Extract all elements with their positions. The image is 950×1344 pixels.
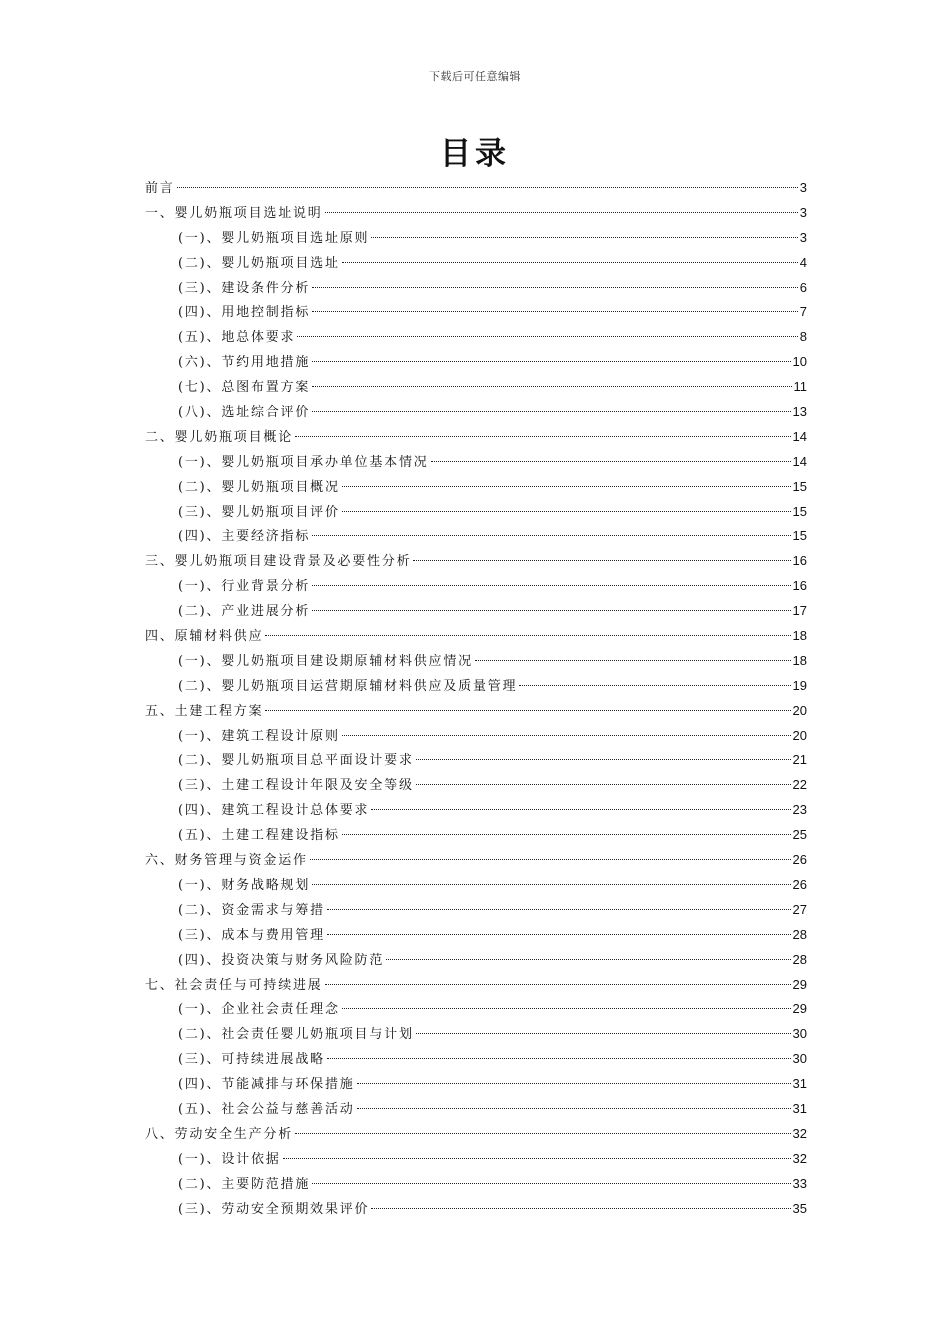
toc-chapter-entry[interactable] (145, 699, 807, 724)
toc-section-entry[interactable] (145, 475, 807, 500)
toc-section-entry[interactable] (145, 450, 807, 475)
toc-section-entry[interactable] (145, 948, 807, 973)
toc-entry-title: (一)、行业背景分析 (178, 579, 311, 595)
toc-dot-leader (312, 411, 790, 412)
header-note: 下载后可任意编辑 (429, 70, 521, 83)
toc-page-number: 16 (792, 578, 807, 594)
toc-page-number: 14 (792, 428, 807, 444)
toc-dot-leader (519, 685, 790, 686)
toc-dot-leader (416, 759, 791, 760)
toc-section-entry[interactable] (145, 1097, 807, 1122)
toc-page-number: 3 (799, 180, 807, 195)
toc-section-entry[interactable] (145, 724, 807, 749)
toc-dot-leader (342, 1008, 791, 1009)
toc-section-entry[interactable] (145, 350, 807, 375)
toc-entry-title: (四)、建筑工程设计总体要求 (178, 803, 370, 819)
toc-section-entry[interactable] (145, 1047, 807, 1072)
toc-dot-leader (357, 1108, 791, 1109)
toc-section-entry[interactable] (145, 823, 807, 848)
toc-section-entry[interactable] (145, 674, 807, 699)
toc-page-number: 10 (792, 354, 807, 370)
toc-section-entry[interactable] (145, 1147, 807, 1172)
toc-entry-title: (五)、地总体要求 (178, 330, 296, 346)
toc-entry-title: (四)、用地控制指标 (178, 305, 311, 321)
toc-entry-title: 七、社会责任与可持续进展 (145, 977, 323, 993)
toc-page-number: 18 (792, 652, 807, 668)
toc-entry-title: 前言 (145, 181, 175, 196)
table-of-contents (145, 176, 807, 1221)
toc-dot-leader (342, 486, 791, 487)
toc-page-number: 32 (792, 1125, 807, 1141)
toc-page-number: 13 (792, 404, 807, 420)
toc-dot-leader (312, 1183, 790, 1184)
toc-dot-leader (295, 1133, 791, 1134)
toc-dot-leader (312, 386, 791, 387)
toc-page-number: 30 (792, 1026, 807, 1042)
toc-entry-title: (四)、投资决策与财务风险防范 (178, 952, 385, 968)
toc-page-number: 20 (792, 702, 807, 718)
toc-page-number: 15 (792, 478, 807, 494)
toc-entry-title: (一)、企业社会责任理念 (178, 1002, 340, 1018)
toc-page-number: 29 (792, 1001, 807, 1017)
toc-dot-leader (371, 237, 797, 238)
toc-entry-title: (五)、土建工程建设指标 (178, 828, 340, 844)
toc-dot-leader (431, 461, 791, 462)
page-title: 目录 (440, 136, 510, 172)
toc-page-number: 28 (792, 926, 807, 942)
toc-dot-leader (312, 311, 798, 312)
toc-dot-leader (342, 834, 791, 835)
toc-entry-title: (一)、财务战略规划 (178, 877, 311, 893)
toc-section-entry[interactable] (145, 798, 807, 823)
toc-dot-leader (413, 560, 790, 561)
toc-dot-leader (312, 610, 790, 611)
toc-page-number: 28 (792, 951, 807, 967)
toc-page-number: 23 (792, 802, 807, 818)
toc-entry-title: (三)、可持续进展战略 (178, 1052, 325, 1068)
toc-page-number: 19 (792, 677, 807, 693)
toc-dot-leader (312, 287, 798, 288)
toc-dot-leader (327, 1058, 791, 1059)
toc-section-entry[interactable] (145, 574, 807, 599)
toc-page-number: 8 (799, 329, 807, 345)
toc-dot-leader (177, 187, 798, 188)
toc-dot-leader (312, 585, 790, 586)
toc-page-number: 30 (792, 1051, 807, 1067)
toc-section-entry[interactable] (145, 1197, 807, 1222)
toc-entry-title: (二)、社会责任婴儿奶瓶项目与计划 (178, 1027, 414, 1043)
toc-page-number: 4 (799, 254, 807, 270)
toc-entry-title: (二)、婴儿奶瓶项目选址 (178, 255, 340, 271)
toc-page-number: 11 (793, 379, 807, 395)
toc-page-number: 22 (792, 777, 807, 793)
toc-section-entry[interactable] (145, 773, 807, 798)
toc-section-entry[interactable] (145, 599, 807, 624)
toc-dot-leader (265, 635, 790, 636)
toc-dot-leader (310, 859, 791, 860)
toc-chapter-entry[interactable] (145, 624, 807, 649)
toc-section-entry[interactable] (145, 748, 807, 773)
toc-chapter-entry[interactable] (145, 848, 807, 873)
toc-page-number: 6 (799, 279, 807, 295)
toc-dot-leader (297, 336, 797, 337)
toc-entry-title: (一)、婴儿奶瓶项目选址原则 (178, 230, 370, 246)
toc-dot-leader (475, 660, 791, 661)
toc-entry-title: (一)、婴儿奶瓶项目承办单位基本情况 (178, 454, 429, 470)
toc-page-number: 33 (792, 1175, 807, 1191)
toc-dot-leader (371, 809, 790, 810)
toc-entry-title: (一)、建筑工程设计原则 (178, 728, 340, 744)
toc-page-number: 16 (792, 553, 807, 569)
toc-entry-title: (二)、产业进展分析 (178, 604, 311, 620)
toc-dot-leader (386, 959, 790, 960)
toc-section-entry[interactable] (145, 649, 807, 674)
toc-dot-leader (342, 735, 791, 736)
toc-entry-title: (二)、婴儿奶瓶项目总平面设计要求 (178, 753, 414, 769)
toc-chapter-entry[interactable] (145, 1122, 807, 1147)
toc-page-number: 31 (792, 1076, 807, 1092)
toc-entry-title: (八)、选址综合评价 (178, 405, 311, 421)
toc-section-entry[interactable] (145, 325, 807, 350)
toc-entry-title: (三)、婴儿奶瓶项目评价 (178, 504, 340, 520)
toc-section-entry[interactable] (145, 1172, 807, 1197)
toc-dot-leader (342, 511, 791, 512)
toc-entry-title: (六)、节约用地措施 (178, 355, 311, 371)
toc-section-entry[interactable] (145, 300, 807, 325)
toc-entry-title: (三)、成本与费用管理 (178, 927, 325, 943)
toc-dot-leader (416, 1033, 791, 1034)
toc-page-number: 15 (792, 528, 807, 544)
toc-chapter-entry[interactable] (145, 201, 807, 226)
toc-section-entry[interactable] (145, 400, 807, 425)
toc-dot-leader (357, 1083, 791, 1084)
toc-page-number: 14 (792, 453, 807, 469)
toc-entry-title: (二)、婴儿奶瓶项目概况 (178, 479, 340, 495)
toc-entry-title: (二)、主要防范措施 (178, 1176, 311, 1192)
toc-dot-leader (265, 710, 790, 711)
toc-page-number: 7 (799, 304, 807, 320)
toc-dot-leader (371, 1208, 790, 1209)
toc-page-number: 3 (799, 204, 807, 220)
toc-section-entry[interactable] (145, 375, 807, 400)
toc-page-number: 26 (792, 876, 807, 892)
toc-page-number: 32 (792, 1150, 807, 1166)
toc-section-entry[interactable] (145, 500, 807, 525)
toc-entry-title: 三、婴儿奶瓶项目建设背景及必要性分析 (145, 554, 412, 570)
toc-dot-leader (325, 984, 791, 985)
toc-entry-title: 一、婴儿奶瓶项目选址说明 (145, 205, 323, 221)
toc-page-number: 26 (792, 852, 807, 868)
toc-dot-leader (312, 884, 790, 885)
toc-dot-leader (327, 909, 791, 910)
toc-section-entry[interactable] (145, 923, 807, 948)
toc-page-number: 35 (792, 1200, 807, 1216)
toc-page-number: 31 (792, 1100, 807, 1116)
toc-entry-title: (七)、总图布置方案 (178, 380, 311, 396)
toc-dot-leader (327, 934, 791, 935)
toc-dot-leader (416, 784, 791, 785)
toc-dot-leader (342, 262, 798, 263)
toc-entry-title: 六、财务管理与资金运作 (145, 853, 308, 869)
toc-dot-leader (295, 436, 791, 437)
toc-dot-leader (312, 361, 790, 362)
toc-entry-title: (四)、节能减排与环保措施 (178, 1077, 355, 1093)
toc-section-entry[interactable] (145, 226, 807, 251)
toc-chapter-entry[interactable] (145, 176, 807, 201)
toc-entry-title: 五、土建工程方案 (145, 703, 264, 719)
toc-section-entry[interactable] (145, 1072, 807, 1097)
toc-chapter-entry[interactable] (145, 425, 807, 450)
toc-section-entry[interactable] (145, 251, 807, 276)
toc-entry-title: 四、原辅材料供应 (145, 629, 264, 645)
toc-page-number: 29 (792, 976, 807, 992)
toc-page-number: 3 (799, 229, 807, 245)
toc-dot-leader (283, 1158, 791, 1159)
toc-page-number: 18 (792, 628, 807, 644)
toc-section-entry[interactable] (145, 997, 807, 1022)
toc-chapter-entry[interactable] (145, 549, 807, 574)
toc-entry-title: 八、劳动安全生产分析 (145, 1126, 294, 1142)
toc-section-entry[interactable] (145, 276, 807, 301)
toc-entry-title: (三)、土建工程设计年限及安全等级 (178, 778, 414, 794)
toc-dot-leader (312, 535, 790, 536)
toc-page-number: 27 (792, 901, 807, 917)
toc-entry-title: (三)、建设条件分析 (178, 280, 311, 296)
toc-entry-title: (一)、设计依据 (178, 1151, 281, 1167)
toc-entry-title: (二)、资金需求与筹措 (178, 902, 325, 918)
toc-page-number: 25 (792, 827, 807, 843)
toc-entry-title: (一)、婴儿奶瓶项目建设期原辅材料供应情况 (178, 653, 473, 669)
toc-entry-title: 二、婴儿奶瓶项目概论 (145, 429, 294, 445)
toc-chapter-entry[interactable] (145, 973, 807, 998)
toc-page-number: 17 (792, 603, 807, 619)
toc-section-entry[interactable] (145, 1022, 807, 1047)
toc-entry-title: (三)、劳动安全预期效果评价 (178, 1201, 370, 1217)
toc-page-number: 21 (792, 752, 807, 768)
toc-dot-leader (325, 212, 798, 213)
toc-entry-title: (四)、主要经济指标 (178, 529, 311, 545)
toc-page-number: 15 (792, 503, 807, 519)
toc-page-number: 20 (792, 727, 807, 743)
toc-section-entry[interactable] (145, 898, 807, 923)
toc-section-entry[interactable] (145, 873, 807, 898)
toc-section-entry[interactable] (145, 524, 807, 549)
toc-entry-title: (五)、社会公益与慈善活动 (178, 1101, 355, 1117)
toc-entry-title: (二)、婴儿奶瓶项目运营期原辅材料供应及质量管理 (178, 678, 518, 694)
